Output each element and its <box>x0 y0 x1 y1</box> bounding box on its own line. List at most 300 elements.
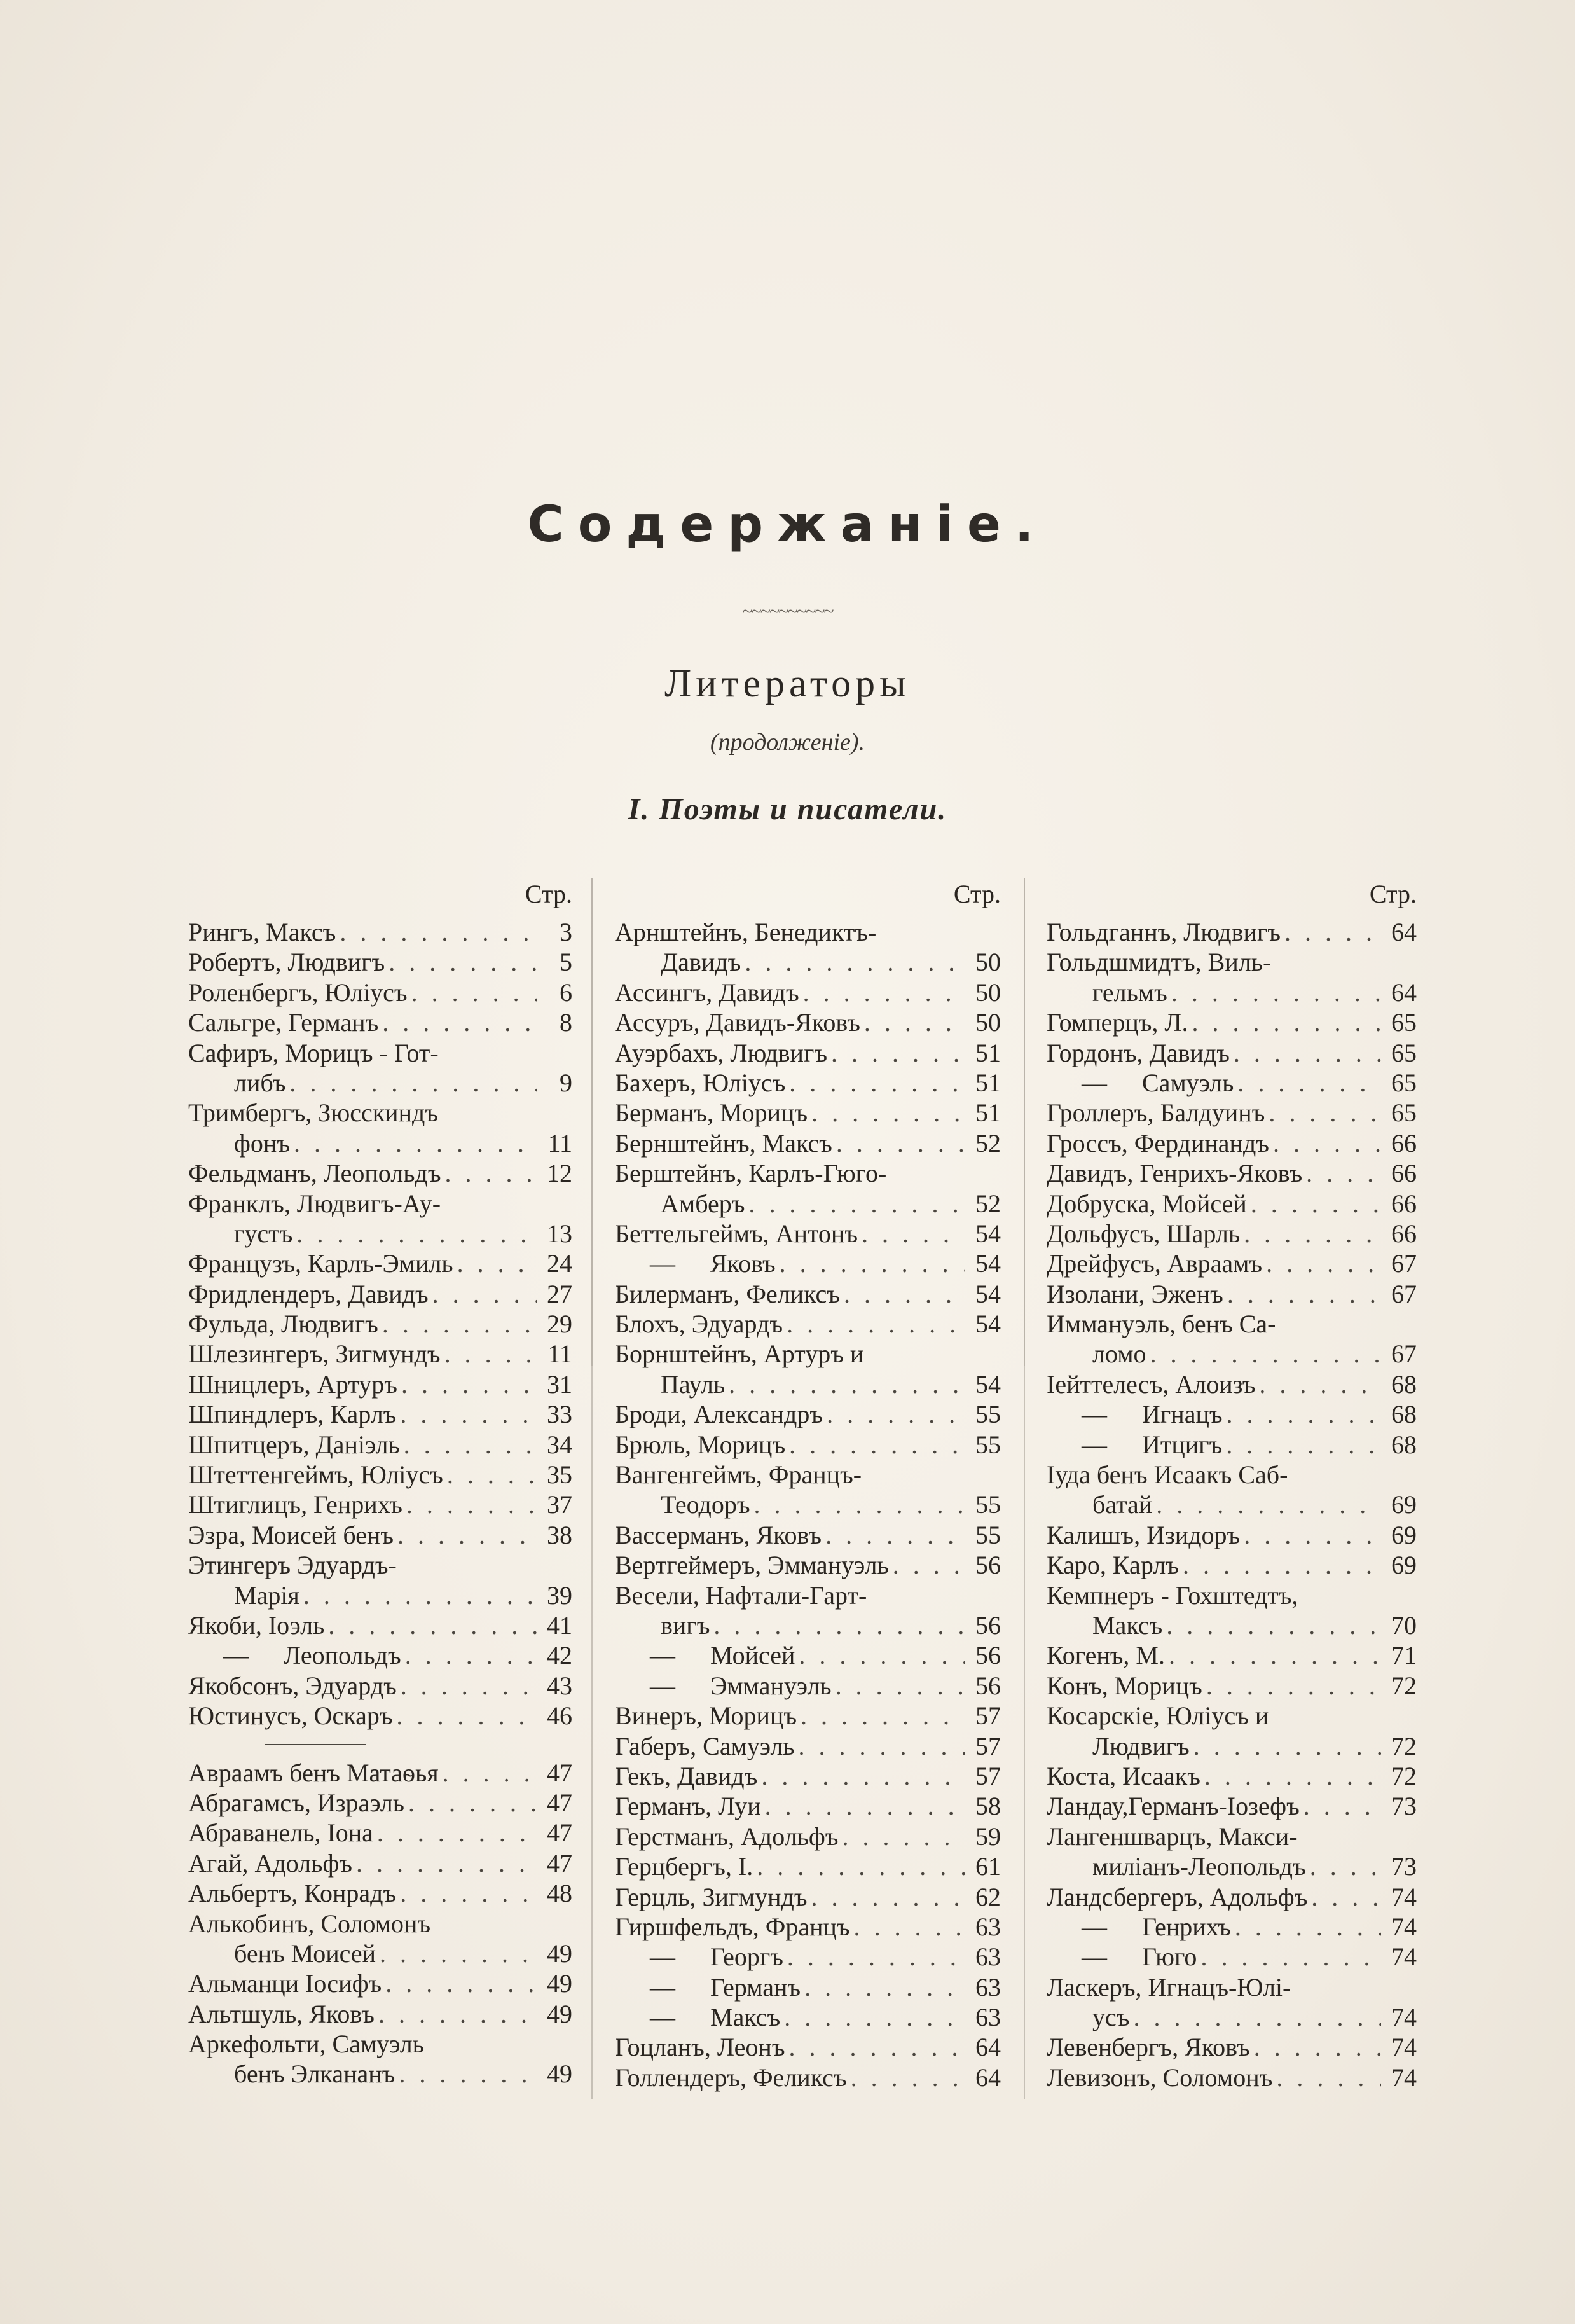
toc-entry-line <box>188 1279 572 1309</box>
dot-leader <box>710 1610 965 1640</box>
dot-leader <box>1146 1339 1381 1369</box>
toc-entry-line <box>615 2032 1001 2062</box>
dot-leader <box>1306 1851 1381 1881</box>
toc-entry <box>615 1248 1001 1278</box>
toc-entry-name: Фридлендеръ, Давидъ <box>188 1279 429 1308</box>
toc-entry <box>615 1279 1001 1309</box>
toc-entry <box>615 1671 1001 1701</box>
toc-entry-name: гельмъ <box>1092 978 1167 1007</box>
ditto-dash: — <box>650 1942 675 1972</box>
toc-entry-line <box>188 1968 572 1998</box>
toc-entry <box>615 1219 1001 1248</box>
dot-leader <box>1281 917 1381 947</box>
toc-entry-line <box>188 1818 572 1848</box>
toc-page-number: 9 <box>560 1068 572 1097</box>
dot-leader <box>1234 1068 1381 1098</box>
toc-entry-line <box>615 1822 1001 1851</box>
toc-entry <box>188 1671 572 1701</box>
toc-entry <box>615 1912 1001 1942</box>
toc-entry-name: либъ <box>234 1068 286 1097</box>
toc-page-number: 64 <box>1391 978 1417 1007</box>
toc-entry <box>615 1128 1001 1158</box>
toc-entry <box>188 1189 572 1249</box>
toc-entry-line <box>615 1882 1001 1912</box>
toc-page-number: 67 <box>1391 1249 1417 1278</box>
dot-leader <box>1190 1731 1381 1761</box>
toc-entry <box>1047 1248 1417 1278</box>
toc-entry-name: Фельдманъ, Леопольдъ <box>188 1159 441 1188</box>
toc-entry <box>1047 1038 1417 1068</box>
toc-entry-name: Шлезингеръ, Зигмундъ <box>188 1339 441 1369</box>
toc-page-number: 11 <box>547 1339 572 1369</box>
toc-entry-line <box>1047 1791 1417 1821</box>
toc-entry-line <box>615 1580 1001 1610</box>
toc-entry-line <box>1047 1068 1417 1098</box>
toc-entry <box>188 1701 572 1731</box>
toc-page-number: 42 <box>547 1641 572 1670</box>
toc-entry-line <box>1047 1219 1417 1248</box>
dot-leader <box>783 1942 965 1972</box>
toc-page-number: 70 <box>1391 1610 1417 1640</box>
toc-entry-name: ломо <box>1092 1339 1146 1369</box>
dot-leader <box>757 1761 965 1791</box>
dot-leader <box>1300 1791 1381 1821</box>
toc-entry-line <box>615 2063 1001 2092</box>
dot-leader <box>780 2002 965 2032</box>
ditto-dash: — <box>650 1671 675 1700</box>
toc-page-number: 50 <box>975 1008 1001 1037</box>
toc-entry <box>615 1460 1001 1520</box>
toc-entry <box>615 1520 1001 1550</box>
toc-entry-line <box>188 1999 572 2029</box>
toc-entry-name: Когенъ, М. <box>1047 1641 1165 1670</box>
dot-leader <box>290 1128 537 1158</box>
toc-entry-name: усъ <box>1092 2003 1130 2032</box>
toc-page-number: 67 <box>1391 1339 1417 1369</box>
dot-leader <box>404 1788 537 1818</box>
toc-page-number: 50 <box>975 948 1001 977</box>
toc-entry <box>615 1972 1001 2002</box>
dot-leader <box>285 1068 537 1098</box>
toc-page-number: 29 <box>547 1310 572 1339</box>
dot-leader <box>1162 1610 1381 1640</box>
dot-leader <box>1240 1520 1381 1550</box>
toc-entry <box>188 1369 572 1399</box>
toc-entry <box>1047 1882 1417 1912</box>
toc-page-number: 72 <box>1391 1671 1417 1700</box>
toc-entry-name: Максъ <box>710 2003 781 2032</box>
toc-entry <box>615 1339 1001 1399</box>
toc-page-number: 54 <box>975 1279 1001 1308</box>
toc-entry-line <box>615 1731 1001 1761</box>
dot-leader <box>745 1189 965 1219</box>
toc-entry <box>615 1007 1001 1037</box>
toc-entry-name: Берштейнъ, Карлъ-Гюго- <box>615 1159 887 1188</box>
toc-entry-line <box>1047 1942 1417 1972</box>
toc-page-number: 74 <box>1391 1882 1417 1911</box>
toc-page-number: 69 <box>1391 1490 1417 1519</box>
toc-entry-name: Косарскіе, Юліусъ и <box>1047 1701 1269 1731</box>
dot-leader <box>795 1731 965 1761</box>
toc-entry-line <box>1047 1399 1417 1429</box>
toc-entry <box>1047 1791 1417 1821</box>
toc-entry-line <box>615 1550 1001 1580</box>
toc-entry-line <box>615 2002 1001 2032</box>
toc-entry <box>615 1309 1001 1339</box>
dot-leader <box>1307 1882 1381 1912</box>
toc-entry-line <box>188 1219 572 1248</box>
toc-entry-line <box>615 1430 1001 1460</box>
toc-entry-name: Вассерманъ, Яковъ <box>615 1520 822 1549</box>
toc-entry-line <box>1047 1460 1417 1490</box>
toc-page-number: 57 <box>975 1731 1001 1760</box>
toc-entry-name: Теодоръ <box>661 1490 750 1519</box>
toc-entry-line <box>1047 1580 1417 1610</box>
toc-page-number: 74 <box>1391 2063 1417 2092</box>
ditto-dash: — <box>1082 1400 1107 1429</box>
toc-entry-line <box>188 1339 572 1369</box>
toc-entry-name: Ландсбергеръ, Адольфъ <box>1047 1882 1308 1911</box>
toc-entry-line <box>188 1758 572 1788</box>
toc-entry-name: батай <box>1092 1490 1153 1519</box>
toc-entry <box>1047 2063 1417 2092</box>
toc-entry-name: Ауэрбахъ, Людвигъ <box>615 1038 828 1067</box>
toc-entry-line <box>615 1248 1001 1278</box>
toc-entry <box>1047 2032 1417 2062</box>
toc-page-number: 74 <box>1391 2033 1417 2062</box>
toc-page-number: 55 <box>975 1430 1001 1459</box>
toc-page-number: 50 <box>975 978 1001 1007</box>
toc-entry-line <box>188 1701 572 1731</box>
toc-entry-name: Якоби, Іоэль <box>188 1610 325 1640</box>
toc-page-number: 41 <box>547 1610 572 1640</box>
toc-entry-line <box>188 1610 572 1640</box>
dot-leader <box>396 1399 537 1429</box>
dot-leader <box>1165 1640 1381 1670</box>
toc-entry <box>188 1909 572 1969</box>
dot-leader <box>785 1068 965 1098</box>
toc-entry-name: Фульда, Людвигъ <box>188 1310 378 1339</box>
toc-page-number: 62 <box>975 1882 1001 1911</box>
toc-entry <box>1047 1912 1417 1942</box>
toc-entry-name: Юстинусъ, Оскаръ <box>188 1701 393 1731</box>
toc-page-number: 31 <box>547 1369 572 1399</box>
toc-page-number: 34 <box>547 1430 572 1459</box>
toc-page-number: 6 <box>560 978 572 1007</box>
toc-entry <box>1047 1701 1417 1761</box>
dot-leader <box>408 978 537 1007</box>
toc-entry-line <box>615 1399 1001 1429</box>
dot-leader <box>741 947 965 977</box>
toc-entry-line <box>1047 1640 1417 1670</box>
dot-leader <box>838 1822 965 1851</box>
ditto-dash: — <box>1082 1430 1107 1459</box>
toc-entry-name: Билерманъ, Феликсъ <box>615 1279 840 1308</box>
toc-page-number: 49 <box>547 1939 572 1968</box>
toc-entry-line <box>188 1007 572 1037</box>
toc-entry-line <box>615 1912 1001 1942</box>
toc-page-number: 69 <box>1391 1551 1417 1580</box>
toc-entry <box>615 1882 1001 1912</box>
dot-leader <box>441 1158 537 1188</box>
toc-entry <box>188 1098 572 1158</box>
toc-entry <box>1047 1279 1417 1309</box>
toc-entry-line <box>615 1068 1001 1098</box>
toc-entry-name: Людвигъ <box>1092 1731 1190 1760</box>
dot-leader <box>396 1878 537 1908</box>
toc-entry-name: Агай, Адольфъ <box>188 1848 352 1878</box>
toc-page-number: 48 <box>547 1879 572 1908</box>
toc-entry-name: Максъ <box>1092 1610 1163 1640</box>
toc-entry-line <box>1047 1550 1417 1580</box>
toc-entry-name: Гроллеръ, Балдуинъ <box>1047 1098 1265 1128</box>
toc-entry-line <box>615 1460 1001 1490</box>
toc-entry <box>615 978 1001 1007</box>
toc-entry-name: Берманъ, Морицъ <box>615 1098 808 1128</box>
toc-entry-line <box>188 1788 572 1818</box>
toc-page-number: 51 <box>975 1068 1001 1097</box>
toc-entry <box>188 1339 572 1369</box>
dot-leader <box>1255 1369 1381 1399</box>
toc-page-number: 64 <box>975 2063 1001 2092</box>
dot-leader <box>1202 1671 1381 1701</box>
dot-leader <box>750 1490 965 1519</box>
toc-entry <box>1047 1098 1417 1128</box>
toc-entry-line <box>1047 2063 1417 2092</box>
toc-entry <box>188 1818 572 1848</box>
toc-list <box>615 917 1001 2092</box>
toc-entry-line <box>188 1939 572 1968</box>
toc-entry <box>188 1640 572 1670</box>
toc-entry <box>188 1399 572 1429</box>
toc-page-number: 65 <box>1391 1098 1417 1128</box>
toc-entry <box>1047 1580 1417 1641</box>
dot-leader <box>1265 1098 1381 1128</box>
toc-entry-name: Габеръ, Самуэль <box>615 1731 795 1760</box>
toc-entry-name: Ласкеръ, Игнацъ-Юлі- <box>1047 1972 1291 2002</box>
toc-entry-name: Ассингъ, Давидъ <box>615 978 799 1007</box>
toc-entry <box>188 1490 572 1519</box>
dot-leader <box>1129 2002 1381 2032</box>
toc-page-number: 47 <box>547 1758 572 1787</box>
toc-entry-name: Герстманъ, Адольфъ <box>615 1822 839 1851</box>
toc-entry-line <box>615 1369 1001 1399</box>
dot-leader <box>299 1580 537 1610</box>
category-heading: I. Поэты и писатели. <box>628 792 947 826</box>
toc-entry-name: Самуэль <box>1142 1068 1234 1097</box>
toc-entry-name: Левенбергъ, Яковъ <box>1047 2033 1250 2062</box>
dot-leader <box>1223 1279 1381 1309</box>
toc-entry <box>188 1430 572 1460</box>
toc-entry-name: Вертгеймеръ, Эммануэль <box>615 1551 889 1580</box>
toc-entry <box>188 1279 572 1309</box>
toc-entry-name: Герцль, Зигмундъ <box>615 1882 808 1911</box>
dot-leader <box>785 1430 965 1460</box>
dot-leader <box>808 1882 965 1912</box>
toc-entry-line <box>615 1640 1001 1670</box>
toc-list <box>188 917 572 1731</box>
dot-leader <box>827 1038 965 1068</box>
dot-leader <box>395 2059 537 2089</box>
toc-entry <box>615 1098 1001 1128</box>
toc-entry-name: Итцигъ <box>1142 1430 1223 1459</box>
dot-leader <box>783 1309 965 1339</box>
toc-entry-line <box>615 1490 1001 1519</box>
dot-leader <box>832 1128 965 1158</box>
dot-leader <box>397 1671 537 1701</box>
toc-entry-line <box>1047 1430 1417 1460</box>
toc-entry <box>1047 1189 1417 1219</box>
toc-entry <box>1047 1972 1417 2033</box>
toc-entry <box>1047 1399 1417 1429</box>
toc-entry <box>1047 1550 1417 1580</box>
dot-leader <box>1302 1158 1381 1188</box>
toc-entry-name: Французъ, Карлъ-Эмиль <box>188 1249 453 1278</box>
toc-entry <box>1047 1219 1417 1248</box>
toc-page-number: 63 <box>975 2003 1001 2032</box>
toc-entry-name: Франклъ, Людвигъ-Ау- <box>188 1189 441 1218</box>
toc-entry-line <box>188 1460 572 1490</box>
toc-entry <box>188 917 572 947</box>
dot-leader <box>397 1369 537 1399</box>
toc-entry <box>615 1430 1001 1460</box>
toc-entry-line <box>615 1128 1001 1158</box>
ditto-dash: — <box>1082 1912 1107 1941</box>
section-separator <box>265 1744 366 1745</box>
toc-page-number: 56 <box>975 1610 1001 1640</box>
toc-entry-name: Германъ <box>710 1972 801 2002</box>
toc-page-number: 61 <box>975 1852 1001 1881</box>
toc-entry <box>1047 1460 1417 1520</box>
toc-entry-name: Робертъ, Людвигъ <box>188 948 385 977</box>
toc-entry-line <box>1047 2002 1417 2032</box>
toc-page-number: 72 <box>1391 1761 1417 1790</box>
toc-entry-line <box>615 1671 1001 1701</box>
dot-leader <box>324 1610 537 1640</box>
toc-entry-line <box>615 947 1001 977</box>
toc-entry-line <box>1047 978 1417 1007</box>
toc-entry <box>188 1999 572 2029</box>
toc-entry <box>615 1701 1001 1731</box>
toc-entry-name: Гоцланъ, Леонъ <box>615 2033 785 2062</box>
toc-entry-line <box>615 1158 1001 1188</box>
toc-entry-name: Штеттенгеймъ, Юліусъ <box>188 1460 443 1490</box>
ditto-dash: — <box>223 1641 249 1670</box>
toc-entry-name: Леопольдъ <box>284 1641 401 1670</box>
dot-leader <box>453 1248 537 1278</box>
toc-entry-name: Борнштейнъ, Артуръ и <box>615 1339 864 1369</box>
toc-entry-name: Ассуръ, Давидъ-Яковъ <box>615 1008 860 1037</box>
toc-column-3 <box>1047 871 1417 2092</box>
toc-page-number: 39 <box>547 1580 572 1610</box>
dot-leader <box>382 1968 537 1998</box>
toc-page-number: 56 <box>975 1641 1001 1670</box>
toc-entry-name: Эзра, Моисей бенъ <box>188 1520 394 1549</box>
toc-entry-name: Гюго <box>1142 1942 1197 1972</box>
toc-page-number: 74 <box>1391 2003 1417 2032</box>
dot-leader <box>832 1671 965 1701</box>
dot-leader <box>1167 978 1381 1007</box>
toc-page-number: 49 <box>547 2059 572 2089</box>
toc-entry-name: Кемпнеръ - Гохштедтъ, <box>1047 1580 1298 1610</box>
toc-entry-line <box>1047 1309 1417 1339</box>
toc-entry-line <box>1047 2032 1417 2062</box>
toc-entry <box>615 2032 1001 2062</box>
dot-leader <box>850 1912 965 1942</box>
toc-entry-line <box>188 1399 572 1429</box>
toc-page-number: 51 <box>975 1098 1001 1128</box>
dot-leader <box>1188 1007 1381 1037</box>
toc-entry-name: Георгъ <box>710 1942 783 1972</box>
toc-entry-line <box>188 1550 572 1580</box>
toc-entry-line <box>188 1430 572 1460</box>
toc-entry-name: Коста, Исаакъ <box>1047 1761 1200 1790</box>
toc-entry-line <box>1047 1369 1417 1399</box>
toc-entry <box>188 1610 572 1640</box>
dot-leader <box>1230 1038 1381 1068</box>
toc-page-number: 69 <box>1391 1520 1417 1549</box>
toc-entry-line <box>615 1007 1001 1037</box>
toc-page-number: 65 <box>1391 1068 1417 1097</box>
toc-entry <box>188 978 572 1007</box>
column-divider <box>591 878 593 2099</box>
toc-page-number: 51 <box>975 1038 1001 1067</box>
toc-entry-name: Авраамъ бенъ Матаѳья <box>188 1758 439 1787</box>
toc-entry-name: Рингъ, Максъ <box>188 918 336 946</box>
ditto-dash: — <box>650 1641 675 1670</box>
toc-entry-name: Давидъ <box>661 948 741 977</box>
toc-entry-line <box>188 1309 572 1339</box>
toc-entry-name: Бернштейнъ, Максъ <box>615 1128 832 1158</box>
toc-entry-name: Гольдшмидтъ, Виль- <box>1047 948 1272 977</box>
dot-leader <box>725 1369 965 1399</box>
toc-entry-name: Брюль, Морицъ <box>615 1430 786 1459</box>
toc-page-number: 74 <box>1391 1942 1417 1972</box>
dot-leader <box>785 2032 965 2062</box>
toc-entry-name: Абраванель, Іона <box>188 1818 373 1848</box>
toc-entry-name: Гиршфельдъ, Францъ <box>615 1912 850 1941</box>
toc-entry-name: Арнштейнъ, Бенедиктъ- <box>615 918 877 946</box>
section-subheading: (продолженіе). <box>710 729 865 756</box>
toc-page-number: 74 <box>1391 1912 1417 1941</box>
toc-entry-name: Голлендеръ, Феликсъ <box>615 2063 847 2092</box>
toc-page-number: 56 <box>975 1551 1001 1580</box>
toc-entry <box>1047 1640 1417 1670</box>
toc-page-number: 54 <box>975 1310 1001 1339</box>
toc-entry-line <box>1047 1158 1417 1188</box>
toc-page-number: 68 <box>1391 1400 1417 1429</box>
toc-entry <box>1047 1761 1417 1791</box>
toc-entry-line <box>615 1189 1001 1219</box>
toc-page-number: 63 <box>975 1942 1001 1972</box>
toc-entry-name: Генрихъ <box>1142 1912 1231 1941</box>
toc-entry-line <box>615 978 1001 1007</box>
toc-page-number: 68 <box>1391 1430 1417 1459</box>
toc-column-2 <box>615 871 1001 2092</box>
toc-entry <box>1047 1309 1417 1369</box>
toc-entry-line <box>188 1189 572 1219</box>
dot-leader <box>385 947 537 977</box>
toc-page-number: 73 <box>1391 1792 1417 1821</box>
dot-leader <box>443 1460 537 1490</box>
toc-page-number: 33 <box>547 1400 572 1429</box>
toc-entry <box>1047 1430 1417 1460</box>
toc-page-number: 47 <box>547 1818 572 1848</box>
toc-entry-name: Гроссъ, Фердинандъ <box>1047 1128 1269 1158</box>
toc-entry-name: Шпиндлеръ, Карлъ <box>188 1400 397 1429</box>
toc-entry-line <box>1047 1761 1417 1791</box>
toc-entry-name: Иммануэль, бенъ Са- <box>1047 1310 1276 1339</box>
